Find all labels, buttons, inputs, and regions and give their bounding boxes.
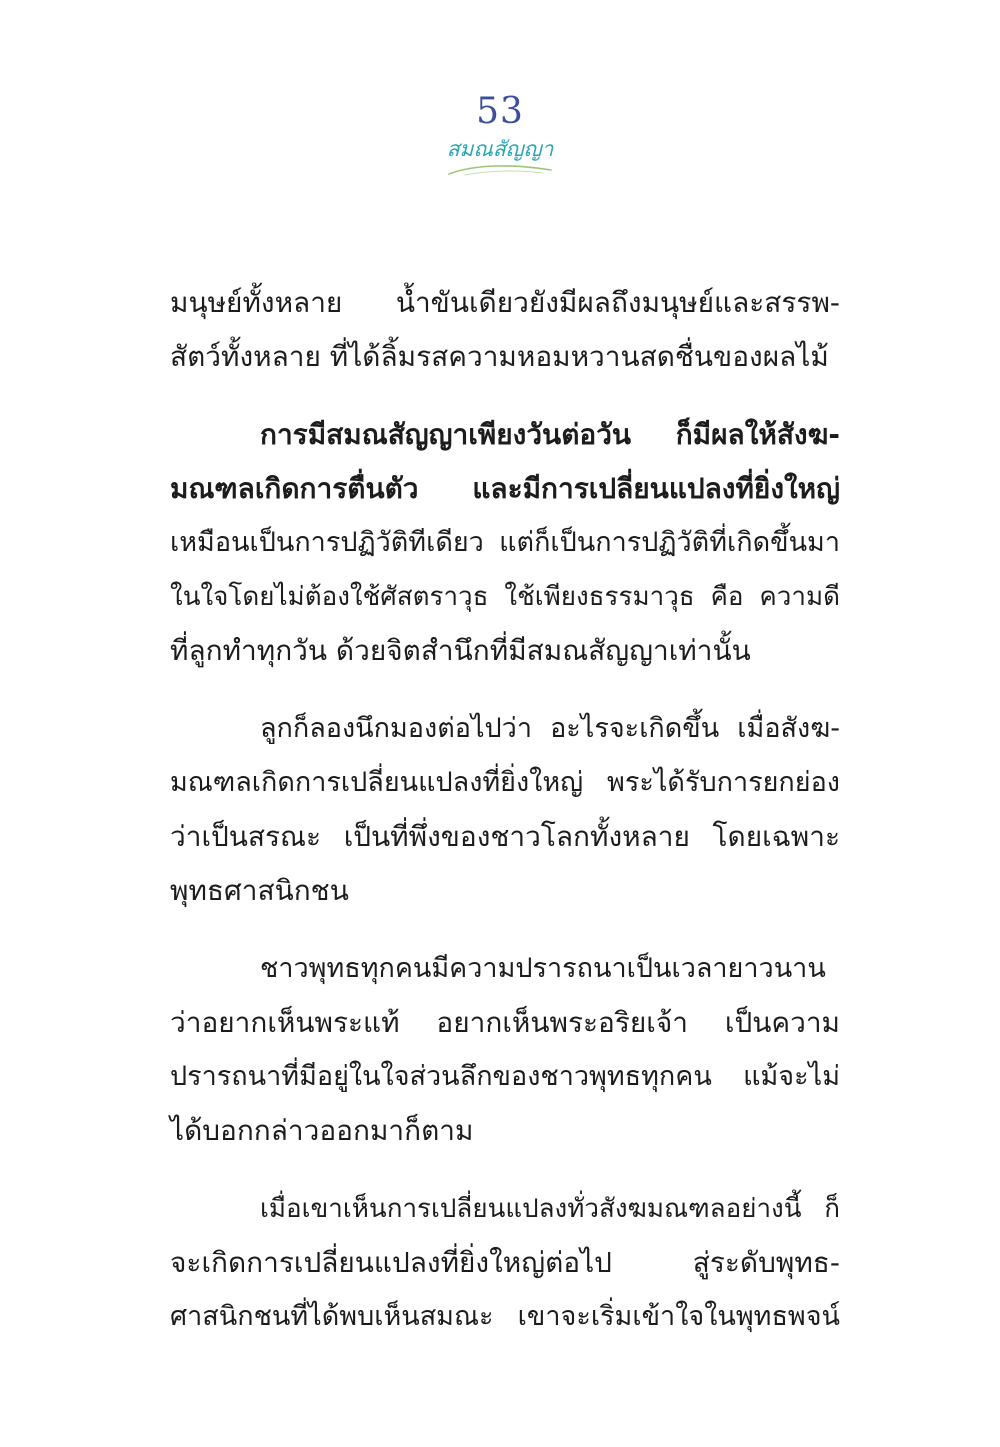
text-line: ได้บอกกล่าวออกมาก็ตาม	[170, 1114, 474, 1147]
text-line: ที่ลูกทำทุกวัน ด้วยจิตสำนึกที่มีสมณสัญญาเท่านั้น	[170, 634, 751, 667]
text-line: มณฑลเกิดการเปลี่ยนแปลงที่ยิ่งใหญ่ พระได้รับการยกย่อง	[170, 767, 840, 798]
text-line: พุทธศาสนิกชน	[170, 874, 349, 907]
text-line: ในใจโดยไม่ต้องใช้ศัสตราวุธ ใช้เพียงธรรมาวุธ คือ ความดี	[170, 582, 840, 612]
text-line: มนุษย์ทั้งหลาย น้ำขันเดียวยังมีผลถึงมนุษย์และสรรพ-	[170, 286, 840, 319]
page-number: 53	[476, 91, 524, 132]
bold-text-line: การมีสมณสัญญาเพียงวันต่อวัน ก็มีผลให้สังฆ-	[260, 418, 840, 451]
text-line: เมื่อเขาเห็นการเปลี่ยนแปลงทั่วสังฆมณฑลอย่างนี้ ก็	[260, 1194, 840, 1224]
text-line: ลูกก็ลองนึกมองต่อไปว่า อะไรจะเกิดขึ้น เมื่อสังฆ-	[260, 713, 840, 744]
text-line: ว่าอยากเห็นพระแท้ อยากเห็นพระอริยเจ้า เป็นความ	[170, 1006, 840, 1039]
text-line: สัตว์ทั้งหลาย ที่ได้ลิ้มรสความหอมหวานสดชื่นของผลไม้	[170, 340, 829, 373]
decorative-swoosh-icon	[445, 162, 555, 178]
page-header	[0, 92, 1000, 178]
bold-text-line: มณฑลเกิดการตื่นตัว และมีการเปลี่ยนแปลงที่ยิ่งใหญ่	[170, 472, 840, 505]
text-line: จะเกิดการเปลี่ยนแปลงที่ยิ่งใหญ่ต่อไป สู่ระดับพุทธ-	[170, 1246, 840, 1279]
text-line: ว่าเป็นสรณะ เป็นที่พึ่งของชาวโลกทั้งหลาย โดยเฉพาะ	[170, 820, 840, 853]
text-line: เหมือนเป็นการปฏิวัติทีเดียว แต่ก็เป็นการปฏิวัติที่เกิดขึ้นมา	[170, 527, 840, 558]
running-title: สมณสัญญา	[446, 137, 554, 161]
text-line: ชาวพุทธทุกคนมีความปรารถนาเป็นเวลายาวนาน	[260, 953, 826, 984]
body-text	[170, 276, 840, 1344]
text-line: ศาสนิกชนที่ได้พบเห็นสมณะ เขาจะเริ่มเข้าใจในพุทธพจน์	[170, 1301, 840, 1332]
text-line: ปรารถนาที่มีอยู่ในใจส่วนลึกของชาวพุทธทุกคน แม้จะไม่	[170, 1061, 840, 1092]
